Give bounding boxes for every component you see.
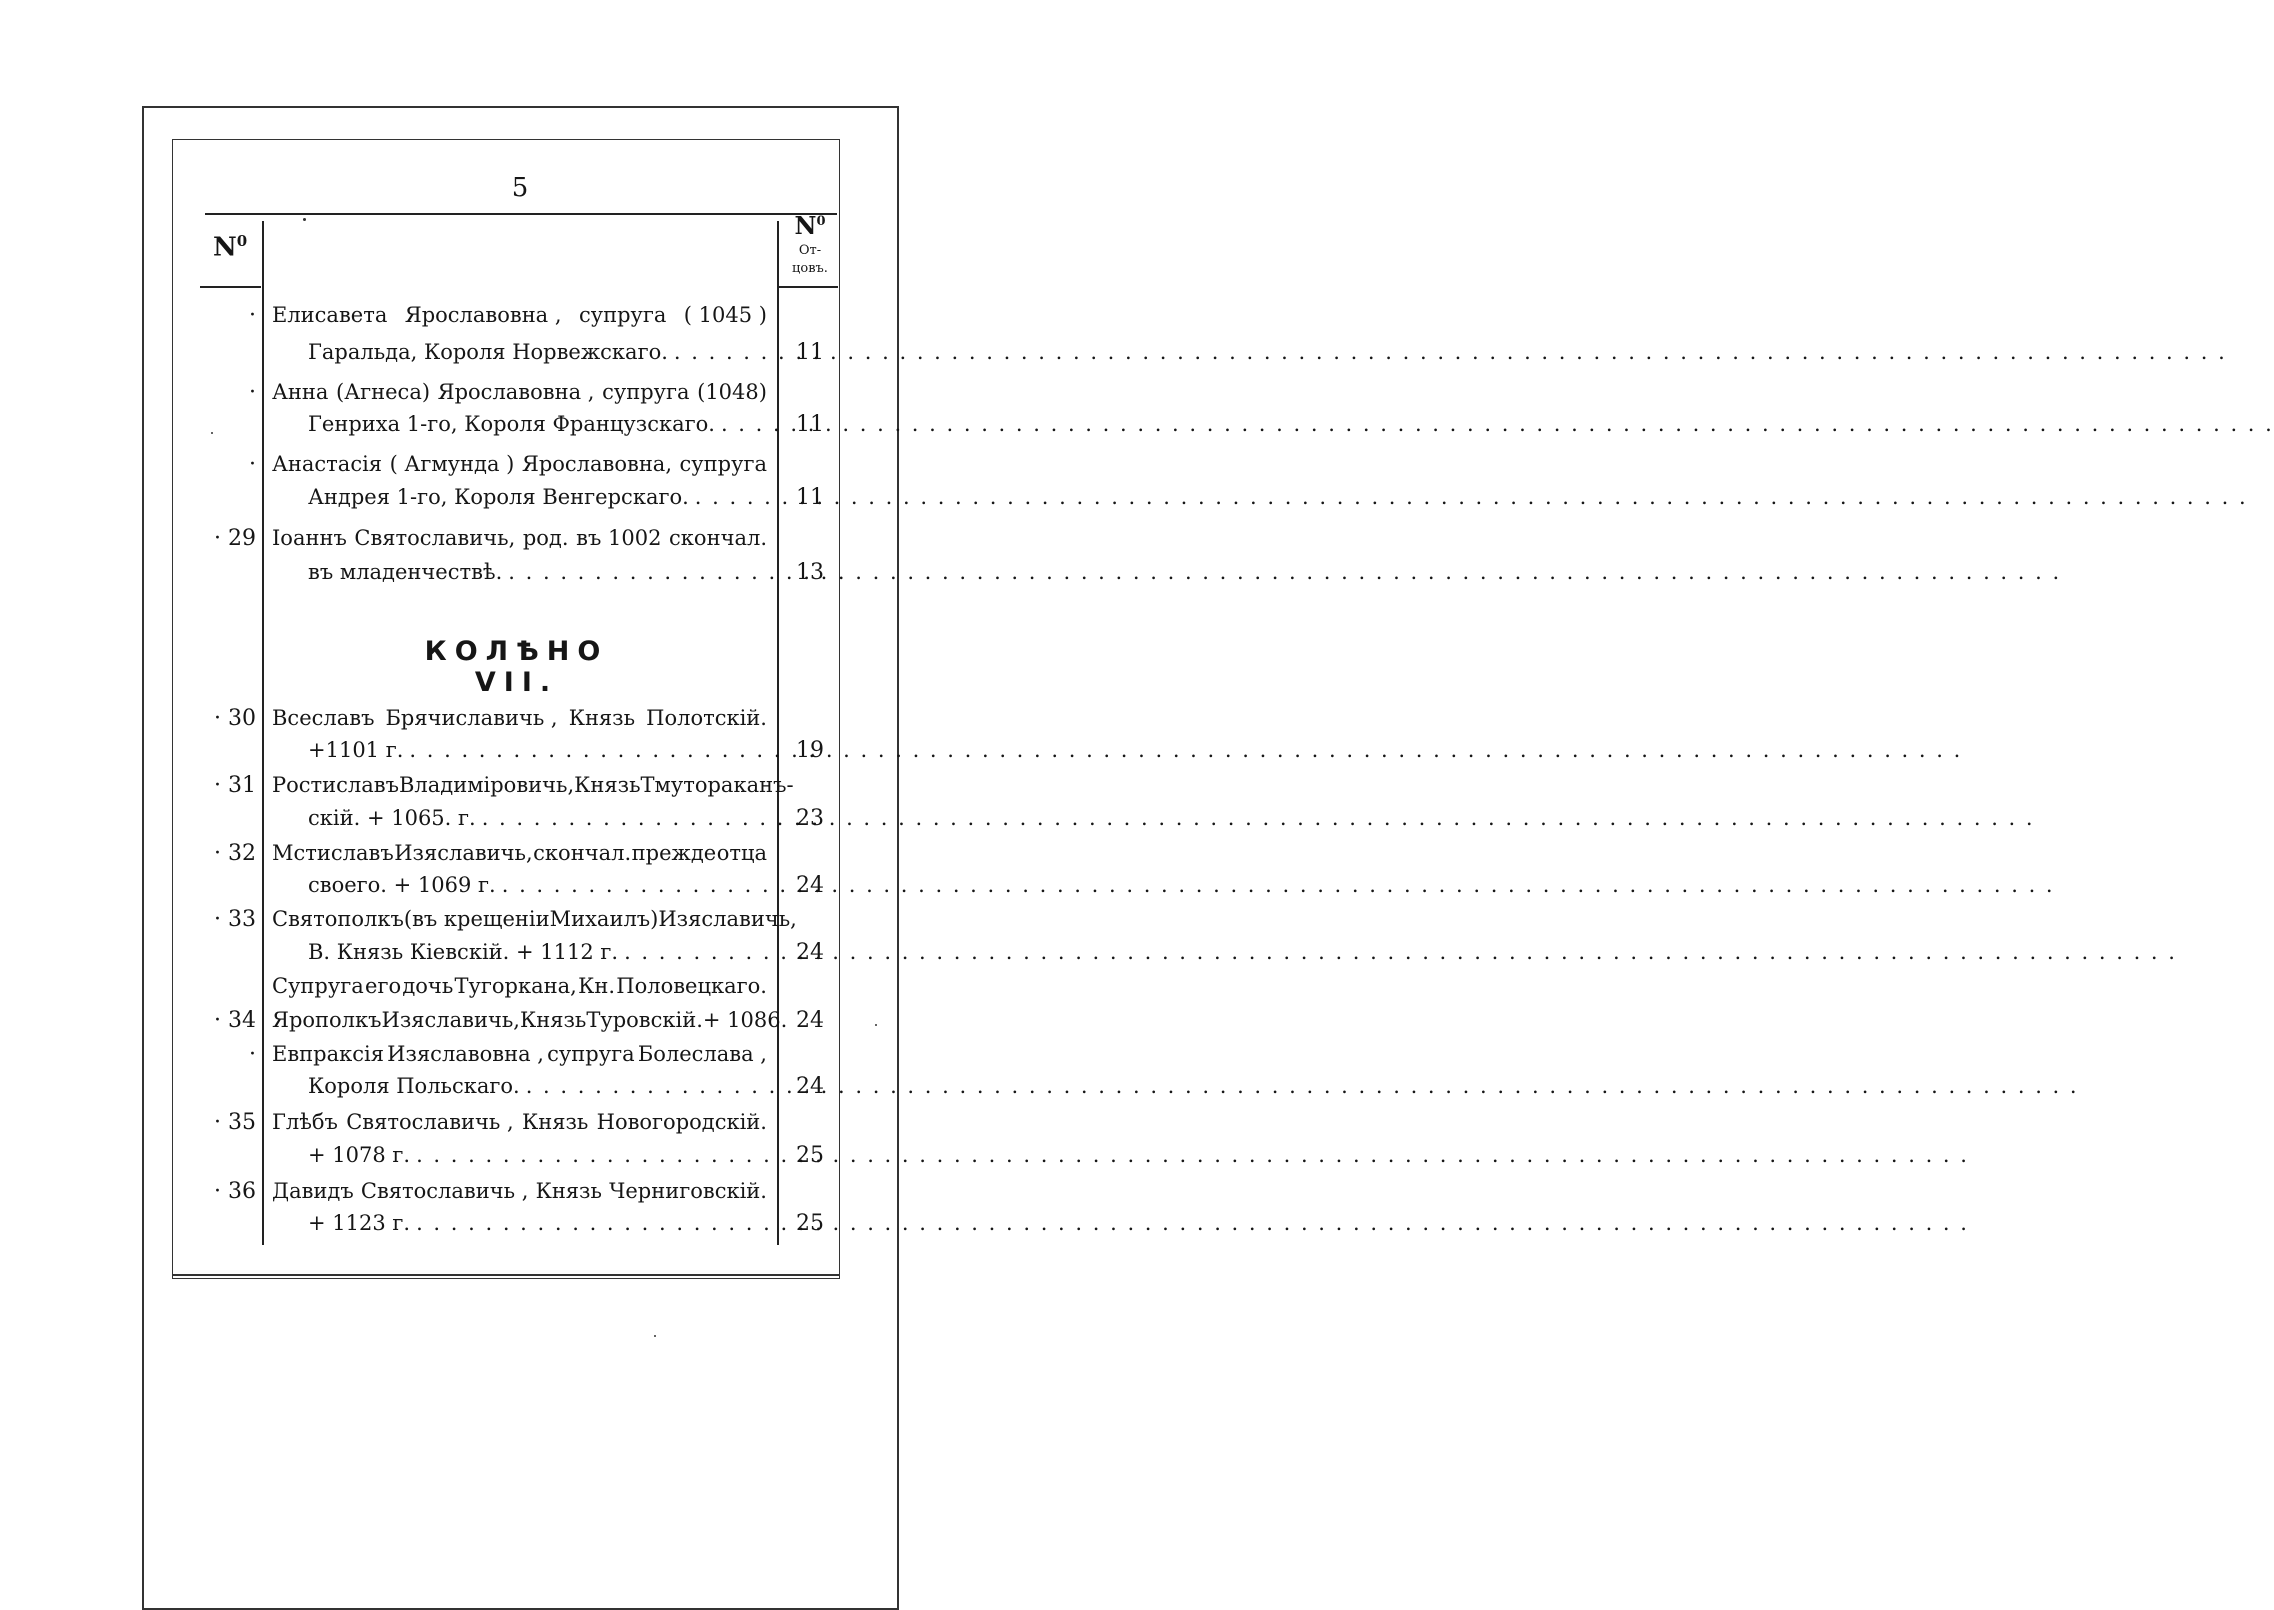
entry-line-first (272, 706, 767, 730)
entry-father-number: 25 (796, 1211, 824, 1236)
header-fathers-number: $N^0$ От- цовъ. (792, 211, 828, 276)
entry-number: · 36 (214, 1179, 256, 1204)
leader-dots (674, 340, 2227, 364)
entry-continuation-text: Короля Польскаго. (308, 1074, 520, 1098)
entry-line-continuation (308, 340, 767, 364)
leader-dots (409, 738, 1962, 762)
entry-word: Изяславовна , (387, 1042, 544, 1066)
entry-word: Анастасія (272, 452, 383, 476)
entry-word: скончал. (669, 526, 767, 550)
outer-frame-top (142, 106, 899, 108)
entry-line-continuation (308, 560, 767, 584)
entry-line-first (272, 1110, 767, 1134)
entry-word: Ростиславъ (272, 773, 399, 797)
entry-number: · 35 (214, 1110, 256, 1135)
entry-father-number: 19 (796, 738, 824, 763)
entry-word: Михаилъ) (549, 907, 659, 931)
entry-word: Ярославовна , (404, 303, 562, 327)
entry-father-number: 25 (796, 1143, 824, 1168)
entry-word: Владиміровичь, (398, 773, 575, 797)
print-speck (875, 1024, 877, 1026)
entry-word: прежде (631, 841, 717, 865)
entry-line-continuation (308, 738, 767, 762)
entry-line-first (272, 773, 794, 797)
entry-father-number: 23 (796, 806, 824, 831)
entry-word: супруга (547, 1042, 635, 1066)
entry-line-first (272, 526, 767, 550)
entry-line-continuation (308, 1211, 767, 1235)
entry-word: Елисавета (272, 303, 388, 327)
entry-line-continuation (308, 873, 767, 897)
entry-line-continuation (308, 485, 767, 509)
entry-word: его (365, 974, 402, 998)
entry-number: · (249, 1042, 256, 1067)
entry-number: · (249, 380, 256, 405)
entry-word: Іоаннъ (272, 526, 347, 550)
entry-father-number: 13 (796, 560, 824, 585)
entry-line-first (272, 303, 767, 327)
leader-dots (416, 1211, 1969, 1235)
entry-continuation-text: своего. + 1069 г. (308, 873, 496, 897)
entry-continuation-text: + 1123 г. (308, 1211, 411, 1235)
entry-word: ( Агмунда ) (389, 452, 515, 476)
header-number: $N^0$ (213, 232, 248, 263)
column-divider-left (262, 221, 264, 1245)
print-speck (303, 218, 306, 221)
entry-word: супруга (679, 452, 767, 476)
entry-line-continuation (308, 1074, 767, 1098)
header-no-underline (200, 286, 261, 288)
entry-word: Изяславичь, (394, 841, 533, 865)
entry-word: Брячиславичь , (385, 706, 558, 730)
entry-word: Новогородскій. (596, 1110, 767, 1134)
entry-word: въ 1002 (576, 526, 662, 550)
entry-word: Давидъ (272, 1179, 354, 1203)
entry-line-first (272, 1179, 767, 1203)
outer-frame-bottom (142, 1608, 899, 1610)
entry-number: · 34 (214, 1008, 256, 1033)
entry-word: ( 1045 ) (683, 303, 767, 327)
entry-father-number: 24 (796, 873, 824, 898)
entry-word: (1048) (697, 380, 767, 404)
entry-word: Кн. (578, 974, 616, 998)
entry-number: · (249, 452, 256, 477)
entry-word: отца (716, 841, 767, 865)
entry-word: Полотскій. (646, 706, 767, 730)
entry-father-number: 11 (796, 340, 824, 365)
table-top-rule (205, 213, 837, 215)
entry-word: супруга (578, 303, 667, 327)
entry-continuation-text: въ младенчествѣ. (308, 560, 503, 584)
entry-number: · 31 (214, 773, 256, 798)
entry-word: Туровскій. (586, 1008, 703, 1032)
entry-line-first (272, 452, 767, 476)
entry-word: (Агнеса) (336, 380, 431, 404)
entry-word: + 1086. (702, 1008, 788, 1032)
entry-word: Святославичь , (360, 1179, 529, 1203)
entry-line-continuation (308, 940, 767, 964)
entry-word: Евпраксія (272, 1042, 384, 1066)
entry-word: Тмутораканъ- (640, 773, 794, 797)
print-speck (211, 432, 213, 434)
entry-line-continuation (308, 412, 767, 436)
inner-frame-bottom-rule (172, 1274, 840, 1276)
entry-line-continuation (308, 806, 767, 830)
leader-dots (508, 560, 2061, 584)
entry-word: Святославичь , (346, 1110, 514, 1134)
leader-dots (721, 412, 2274, 436)
entry-word: Глѣбъ (272, 1110, 338, 1134)
entry-word: Всеславъ (272, 706, 375, 730)
entry-father-number: 11 (796, 412, 824, 437)
entry-word: Святополкъ (272, 907, 404, 931)
section-title: КОЛѢНО VII. (424, 636, 609, 698)
entry-father-number: 24 (796, 1008, 824, 1033)
entry-word: Анна (272, 380, 329, 404)
entry-number: · 29 (214, 526, 256, 551)
entry-word: дочь (402, 974, 454, 998)
entry-word: Ярославовна, (521, 452, 673, 476)
entry-line-first (272, 1042, 767, 1066)
leader-dots (624, 940, 2177, 964)
entry-continuation-text: скій. + 1065. г. (308, 806, 476, 830)
print-speck (654, 1335, 656, 1337)
entry-number: · 32 (214, 841, 256, 866)
entry-continuation-text: В. Князь Кіевскій. + 1112 г. (308, 940, 619, 964)
leader-dots (482, 806, 2035, 830)
entry-word: Князь (568, 706, 636, 730)
entry-word: (въ крещеніи (403, 907, 550, 931)
outer-frame-right (897, 106, 899, 1610)
entry-word: Болеслава , (637, 1042, 767, 1066)
entry-father-number: 24 (796, 940, 824, 965)
entry-word: Князь (535, 1179, 602, 1203)
entry-line-first (272, 1008, 788, 1032)
entry-continuation-text: Генриха 1-го, Короля Французскаго. (308, 412, 715, 436)
entry-word: Изяславичь, (658, 907, 797, 931)
entry-word: Половецкаго. (616, 974, 767, 998)
entry-line-first (272, 380, 767, 404)
entry-number: · (249, 303, 256, 328)
entry-continuation-text: Гаральда, Короля Норвежскаго. (308, 340, 668, 364)
entry-word: Изяславичь, (381, 1008, 520, 1032)
entry-word: Черниговскій. (609, 1179, 767, 1203)
entry-number: · 33 (214, 907, 256, 932)
leader-dots (502, 873, 2055, 897)
entry-continuation-text: Андрея 1-го, Короля Венгерскаго. (308, 485, 689, 509)
entry-word: Князь (519, 1008, 587, 1032)
entry-word: Князь (521, 1110, 589, 1134)
entry-word: Тугоркана, (454, 974, 577, 998)
leader-dots (526, 1074, 2079, 1098)
entry-father-number: 11 (796, 485, 824, 510)
entry-continuation-text: + 1078 г. (308, 1143, 411, 1167)
outer-frame-left (142, 106, 144, 1610)
entry-word: Князь (574, 773, 641, 797)
entry-word: Ярополкъ (272, 1008, 382, 1032)
entry-continuation-text: +1101 г. (308, 738, 404, 762)
leader-dots (416, 1143, 1969, 1167)
entry-father-number: 24 (796, 1074, 824, 1099)
entry-line-first (272, 841, 767, 865)
header-fathers-underline (778, 286, 838, 288)
leader-dots (695, 485, 2248, 509)
entry-word: Супруга (272, 974, 364, 998)
entry-word: Святославичь, (354, 526, 516, 550)
entry-line-first (272, 974, 767, 998)
entry-word: Мстиславъ (272, 841, 394, 865)
entry-line-continuation (308, 1143, 767, 1167)
entry-line-first (272, 907, 797, 931)
page-number: 5 (511, 173, 529, 203)
entry-word: супруга (602, 380, 690, 404)
entry-word: скончал. (533, 841, 632, 865)
entry-word: род. (522, 526, 569, 550)
entry-number: · 30 (214, 706, 256, 731)
entry-word: Ярославовна , (437, 380, 595, 404)
